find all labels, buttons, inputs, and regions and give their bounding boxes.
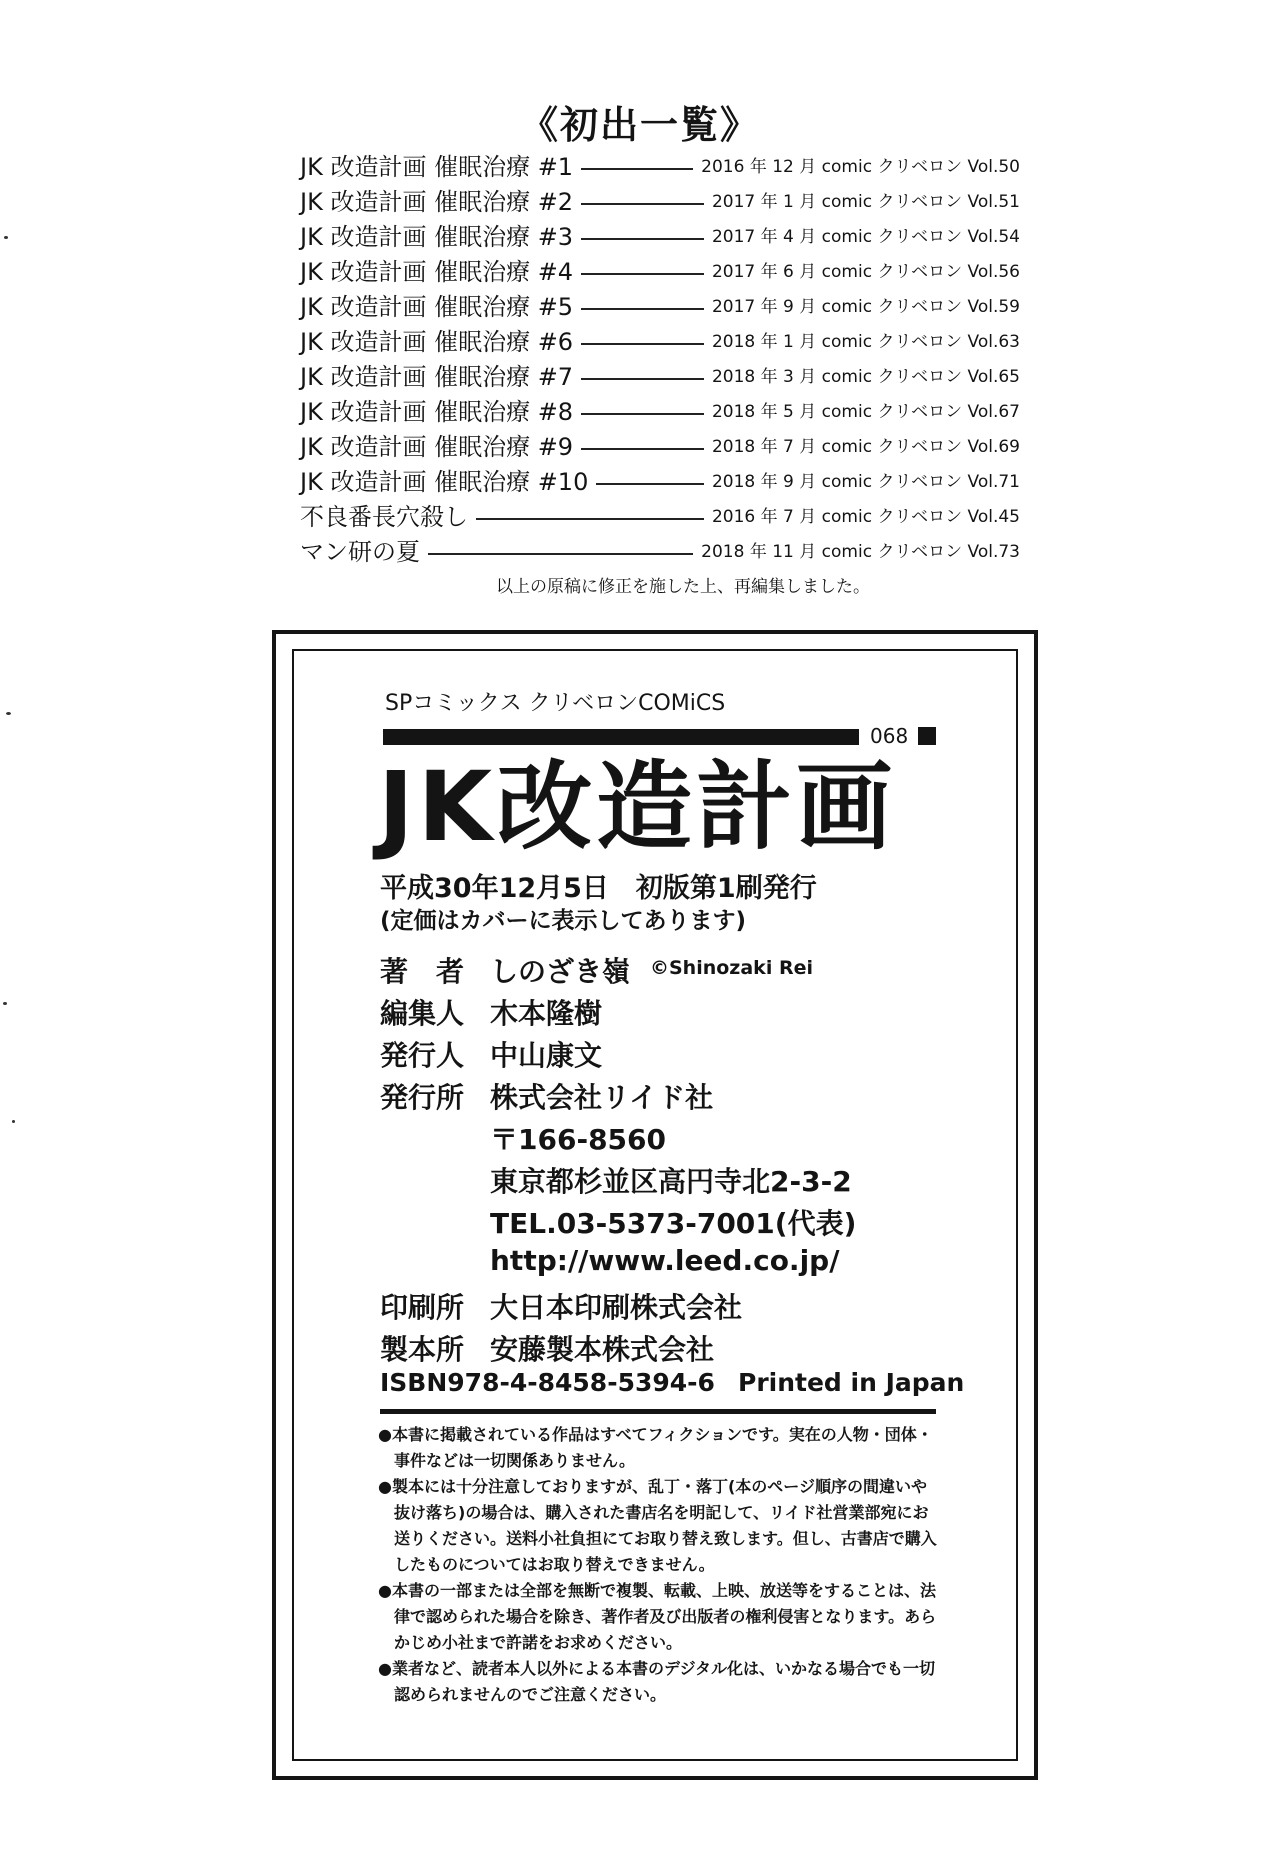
notice-item: ●製本には十分注意しておりますが、乱丁・落丁(本のページ順序の間違いや抜け落ち)の場合は、購入された書店名を明記して、リイド社営業部宛にお送りください。送料小社負担にてお取り替え致します。但し、古書店で購入したものについてはお取り替えできません。 <box>378 1477 937 1574</box>
notice-item: ●本書の一部または全部を無断で複製、転載、上映、放送等をすることは、法律で認められた場合を除き、著作者及び出版者の権利侵害となります。あらかじめ小社まで許諾をお求めください。 <box>378 1581 937 1652</box>
work-source: 2016 年 7 月 comic クリベロン Vol.45 <box>704 500 1020 535</box>
binder-name: 安藤製本株式会社 <box>490 1333 715 1366</box>
publisher-label: 発行所 <box>380 1081 465 1114</box>
editor-label: 編集人 <box>380 997 465 1030</box>
notice-item: ●業者など、読者本人以外による本書のデジタル化は、いかなる場合でも一切認められませんのでご注意ください。 <box>378 1659 936 1704</box>
work-source: 2018 年 1 月 comic クリベロン Vol.63 <box>704 325 1020 360</box>
list-item <box>300 395 1020 430</box>
list-item <box>300 185 1020 220</box>
scan-speck <box>4 236 8 239</box>
legal-notices <box>378 1422 938 1708</box>
work-title: 不良番長穴殺し <box>300 500 476 535</box>
divider <box>380 1409 936 1414</box>
printer-label: 印刷所 <box>380 1291 465 1324</box>
list-item <box>300 290 1020 325</box>
price-note: (定価はカバーに表示してあります) <box>380 908 747 934</box>
author-label: 著 者 <box>380 955 465 988</box>
work-title: JK 改造計画 催眠治療 #7 <box>300 360 581 395</box>
list-item <box>300 535 1020 570</box>
work-source: 2018 年 11 月 comic クリベロン Vol.73 <box>693 535 1020 570</box>
work-source: 2017 年 6 月 comic クリベロン Vol.56 <box>704 255 1020 290</box>
work-title: JK 改造計画 催眠治療 #1 <box>300 150 581 185</box>
notice-item: ●本書に掲載されている作品はすべてフィクションです。実在の人物・団体・事件などは一切関係ありません。 <box>378 1425 933 1470</box>
work-title: JK 改造計画 催眠治療 #5 <box>300 290 581 325</box>
first-appearance-title: 《初出一覧》 <box>519 103 760 147</box>
work-title: マン研の夏 <box>300 535 428 570</box>
list-item <box>300 150 1020 185</box>
revision-note: 以上の原稿に修正を施した上、再編集しました。 <box>496 577 870 597</box>
publisher-person-name: 中山康文 <box>490 1039 603 1072</box>
list-item <box>300 255 1020 290</box>
printer-name: 大日本印刷株式会社 <box>490 1291 743 1324</box>
list-item <box>300 325 1020 360</box>
list-item <box>300 220 1020 255</box>
work-source: 2017 年 4 月 comic クリベロン Vol.54 <box>704 220 1020 255</box>
isbn: ISBN978-4-8458-5394-6 <box>380 1368 715 1397</box>
series-name: SPコミックス クリベロンCOMiCS <box>385 691 726 716</box>
publisher-url: http://www.leed.co.jp/ <box>490 1244 840 1277</box>
publisher-address: 東京都杉並区高円寺北2-3-2 <box>490 1165 852 1198</box>
work-source: 2017 年 1 月 comic クリベロン Vol.51 <box>704 185 1020 220</box>
printed-in: Printed in Japan <box>738 1368 965 1397</box>
work-title: JK 改造計画 催眠治療 #3 <box>300 220 581 255</box>
editor-name: 木本隆樹 <box>490 997 603 1030</box>
copyright: ©Shinozaki Rei <box>650 957 813 979</box>
publisher-phone: TEL.03-5373-7001(代表) <box>490 1207 857 1240</box>
work-title: JK 改造計画 催眠治療 #4 <box>300 255 581 290</box>
title-bar <box>383 729 859 745</box>
code-square <box>918 727 936 745</box>
work-source: 2018 年 9 月 comic クリベロン Vol.71 <box>704 465 1020 500</box>
binder-label: 製本所 <box>380 1333 465 1366</box>
work-title: JK 改造計画 催眠治療 #2 <box>300 185 581 220</box>
list-item <box>300 430 1020 465</box>
work-source: 2018 年 3 月 comic クリベロン Vol.65 <box>704 360 1020 395</box>
work-title: JK 改造計画 催眠治療 #9 <box>300 430 581 465</box>
work-source: 2016 年 12 月 comic クリベロン Vol.50 <box>693 150 1020 185</box>
list-item <box>300 500 1020 535</box>
publisher-name: 株式会社リイド社 <box>490 1081 714 1114</box>
work-source: 2017 年 9 月 comic クリベロン Vol.59 <box>704 290 1020 325</box>
work-title: JK 改造計画 催眠治療 #6 <box>300 325 581 360</box>
work-title: JK 改造計画 催眠治療 #10 <box>300 465 596 500</box>
scan-speck <box>3 1002 7 1005</box>
list-item <box>300 465 1020 500</box>
book-title: JK改造計画 <box>378 751 897 863</box>
work-source: 2018 年 5 月 comic クリベロン Vol.67 <box>704 395 1020 430</box>
work-source: 2018 年 7 月 comic クリベロン Vol.69 <box>704 430 1020 465</box>
publication-date: 平成30年12月5日 初版第1刷発行 <box>380 873 817 904</box>
postal-code: 〒166-8560 <box>490 1123 666 1156</box>
first-appearance-list <box>300 150 1020 570</box>
author-name: しのざき嶺 <box>490 955 631 988</box>
scan-speck <box>12 1120 15 1123</box>
scan-speck <box>6 712 11 715</box>
series-code: 068 <box>870 724 909 748</box>
work-title: JK 改造計画 催眠治療 #8 <box>300 395 581 430</box>
publisher-person-label: 発行人 <box>380 1039 465 1072</box>
list-item <box>300 360 1020 395</box>
